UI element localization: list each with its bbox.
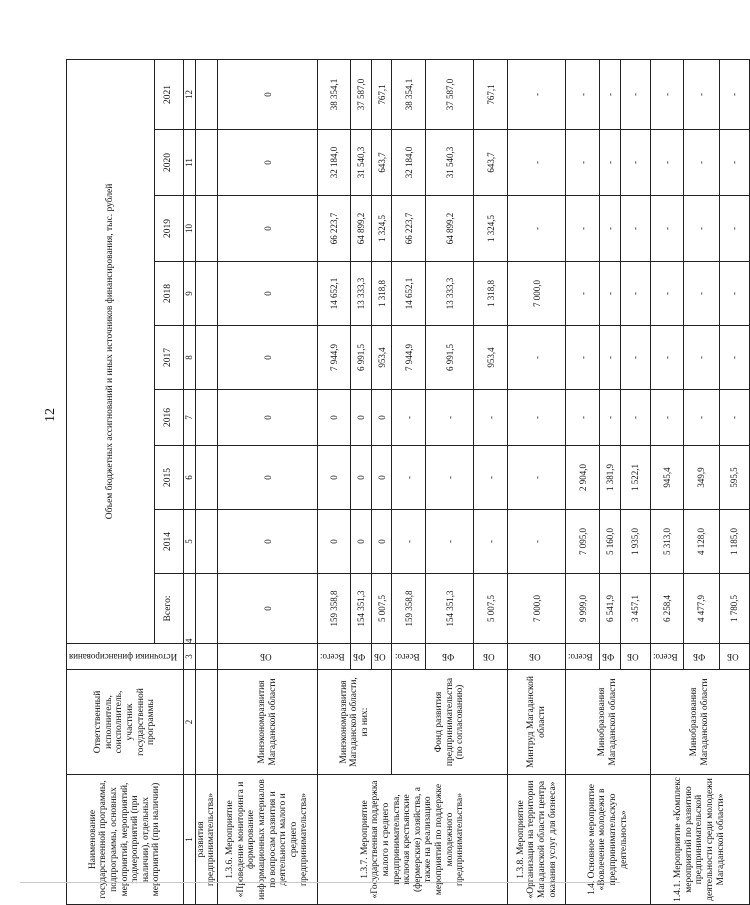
table-row-1-4 bbox=[566, 59, 599, 904]
value-cell: 7 944,9 bbox=[392, 326, 426, 390]
value-cell: 14 652,1 bbox=[318, 262, 351, 326]
value-cell: 159 358,8 bbox=[318, 574, 351, 644]
value-cell: - bbox=[620, 326, 650, 390]
value-cell: - bbox=[650, 59, 683, 129]
row-source bbox=[426, 644, 474, 670]
value-cell: - bbox=[719, 326, 749, 390]
row-source bbox=[650, 644, 683, 670]
value-cell: 1 185,0 bbox=[719, 510, 749, 574]
value-cell: - bbox=[683, 130, 719, 196]
value-cell: - bbox=[620, 130, 650, 196]
value-cell: - bbox=[474, 510, 508, 574]
source-label: Всего: bbox=[394, 651, 420, 662]
header-total: Всего: bbox=[154, 574, 183, 644]
continuation-row bbox=[195, 59, 217, 904]
header-row-top bbox=[67, 59, 155, 904]
value-cell: 5 007,5 bbox=[372, 574, 392, 644]
value-cell: - bbox=[599, 130, 620, 196]
value-cell: 1 780,5 bbox=[719, 574, 749, 644]
column-number: 9 bbox=[183, 262, 195, 326]
header-year: 2014 bbox=[154, 510, 183, 574]
value-cell: 0 bbox=[372, 510, 392, 574]
value-cell: 1 324,5 bbox=[474, 196, 508, 262]
row-source bbox=[351, 644, 372, 670]
value-cell: - bbox=[508, 446, 566, 510]
value-cell: 32 184,0 bbox=[392, 130, 426, 196]
value-cell: - bbox=[426, 510, 474, 574]
row-responsible: Минэкономразвития Магаданской области bbox=[218, 670, 318, 775]
column-number: 5 bbox=[183, 510, 195, 574]
value-cell: 1 324,5 bbox=[372, 196, 392, 262]
row-name: 1.3.8. Мероприятие «Организация на территории Магаданской области центра оказания услуг для бизнеса» bbox=[508, 775, 566, 905]
value-cell: 953,4 bbox=[474, 326, 508, 390]
header-responsible: Ответственный исполнитель, соисполнитель, участник государственной программы bbox=[67, 670, 184, 775]
value-cell: 4 128,0 bbox=[683, 510, 719, 574]
value-cell: - bbox=[566, 262, 599, 326]
value-cell: 0 bbox=[351, 446, 372, 510]
value-cell: - bbox=[620, 390, 650, 446]
row-name: 1.4. Основное мероприятие «Вовлечение молодежи в предпринимательскую деятельность» bbox=[566, 775, 650, 905]
row-source bbox=[508, 644, 566, 670]
value-cell: - bbox=[508, 326, 566, 390]
column-number: 3 bbox=[183, 644, 195, 670]
table-row-1-3-7 bbox=[318, 59, 351, 904]
value-cell: 6 541,9 bbox=[599, 574, 620, 644]
value-cell: 6 258,4 bbox=[650, 574, 683, 644]
value-cell: - bbox=[719, 59, 749, 129]
value-cell: 1 318,8 bbox=[474, 262, 508, 326]
value-cell: - bbox=[683, 59, 719, 129]
table-row-1-3-6 bbox=[218, 59, 318, 904]
column-number: 7 bbox=[183, 390, 195, 446]
value-cell: 0 bbox=[351, 510, 372, 574]
row-name: 1.3.6. Мероприятие «Проведение мониторинга и формирование информационных материалов по вопросам развития и деятельности малого и среднего предпринимательства» bbox=[218, 775, 318, 905]
value-cell: 945,4 bbox=[650, 446, 683, 510]
source-label: ФБ bbox=[601, 651, 614, 662]
value-cell: 0 bbox=[318, 446, 351, 510]
source-label: ОБ bbox=[726, 651, 739, 662]
header-year: 2018 bbox=[154, 262, 183, 326]
header-name: Наименование государственной программы, подпрограммы, основных мероприятий, мероприятий, подмероприятий (при наличии), отдельных мероприятий (при наличии) bbox=[67, 775, 184, 905]
value-cell: 5 313,0 bbox=[650, 510, 683, 574]
value-cell: - bbox=[566, 196, 599, 262]
value-cell: 1 522,1 bbox=[620, 446, 650, 510]
value-cell: - bbox=[566, 390, 599, 446]
value-cell: 0 bbox=[351, 390, 372, 446]
value-cell: 66 223,7 bbox=[392, 196, 426, 262]
rotated-table-frame bbox=[66, 60, 740, 905]
row-responsible: Минобразования Магаданской области bbox=[650, 670, 749, 775]
value-cell: - bbox=[599, 326, 620, 390]
source-label: Всего: bbox=[320, 651, 345, 662]
value-cell: 5 007,5 bbox=[474, 574, 508, 644]
row-source bbox=[599, 644, 620, 670]
value-cell: - bbox=[566, 326, 599, 390]
source-label: Всего: bbox=[568, 651, 594, 662]
row-source bbox=[372, 644, 392, 670]
header-year: 2015 bbox=[154, 446, 183, 510]
header-year: 2020 bbox=[154, 130, 183, 196]
source-label: ФБ bbox=[442, 651, 455, 662]
value-cell: 64 899,2 bbox=[426, 196, 474, 262]
value-cell: 14 652,1 bbox=[392, 262, 426, 326]
value-cell: - bbox=[566, 59, 599, 129]
value-cell: 2 904,0 bbox=[566, 446, 599, 510]
row-responsible: Фонд развития предпринимательства (по согласованию) bbox=[392, 670, 508, 775]
header-year: 2019 bbox=[154, 196, 183, 262]
value-cell: 1 935,0 bbox=[620, 510, 650, 574]
value-cell: - bbox=[719, 262, 749, 326]
source-label: ОБ bbox=[259, 651, 272, 662]
column-number: 1 bbox=[183, 775, 195, 905]
value-cell: 159 358,8 bbox=[392, 574, 426, 644]
value-cell: 37 587,0 bbox=[426, 59, 474, 129]
value-cell: 1 381,9 bbox=[599, 446, 620, 510]
value-cell: 154 351,3 bbox=[426, 574, 474, 644]
value-cell: - bbox=[620, 262, 650, 326]
column-number: 10 bbox=[183, 196, 195, 262]
value-cell: 0 bbox=[218, 262, 318, 326]
value-cell: 31 540,3 bbox=[351, 130, 372, 196]
value-cell: 9 999,0 bbox=[566, 574, 599, 644]
cont-name: развития предпринимательства» bbox=[195, 775, 217, 905]
value-cell: 0 bbox=[218, 326, 318, 390]
value-cell: 0 bbox=[218, 59, 318, 129]
source-label: ОБ bbox=[627, 651, 640, 662]
value-cell: 13 333,3 bbox=[426, 262, 474, 326]
value-cell: 7 000,0 bbox=[508, 574, 566, 644]
value-cell: - bbox=[719, 390, 749, 446]
value-cell: 32 184,0 bbox=[318, 130, 351, 196]
column-number-row bbox=[183, 59, 195, 904]
value-cell: - bbox=[650, 326, 683, 390]
value-cell: - bbox=[599, 196, 620, 262]
value-cell: - bbox=[620, 59, 650, 129]
value-cell: - bbox=[566, 130, 599, 196]
source-label: ФБ bbox=[693, 651, 706, 662]
budget-table bbox=[66, 59, 750, 905]
header-source-label: Источники финансирования bbox=[69, 651, 178, 662]
value-cell: 5 160,0 bbox=[599, 510, 620, 574]
source-label: Всего: bbox=[652, 651, 678, 662]
value-cell: - bbox=[508, 130, 566, 196]
value-cell: 0 bbox=[218, 130, 318, 196]
row-source bbox=[474, 644, 508, 670]
header-year: 2016 bbox=[154, 390, 183, 446]
value-cell: 0 bbox=[372, 446, 392, 510]
row-source bbox=[719, 644, 749, 670]
value-cell: - bbox=[719, 130, 749, 196]
value-cell: - bbox=[650, 390, 683, 446]
source-label: ОБ bbox=[529, 651, 541, 662]
value-cell: 31 540,3 bbox=[426, 130, 474, 196]
value-cell: 0 bbox=[218, 446, 318, 510]
value-cell: - bbox=[474, 446, 508, 510]
row-name: 1.4.1. Мероприятие «Комплекс мероприятий по развитию предпринимательской деятельности среди молодежи Магаданской области» bbox=[650, 775, 749, 905]
row-name: 1.3.7. Мероприятие «Государственная поддержка малого и среднего предпринимательства, включая крестьянские (фермерские) хозяйства, а также на реализацию мероприятий по поддержке молодежного предпринимательства» bbox=[318, 775, 508, 905]
value-cell: - bbox=[392, 446, 426, 510]
value-cell: 6 991,5 bbox=[351, 326, 372, 390]
value-cell: 643,7 bbox=[372, 130, 392, 196]
value-cell: - bbox=[392, 510, 426, 574]
value-cell: 37 587,0 bbox=[351, 59, 372, 129]
value-cell: 13 333,3 bbox=[351, 262, 372, 326]
value-cell: - bbox=[620, 196, 650, 262]
value-cell: 1 318,8 bbox=[372, 262, 392, 326]
header-year: 2021 bbox=[154, 59, 183, 129]
row-source bbox=[683, 644, 719, 670]
row-source bbox=[392, 644, 426, 670]
value-cell: - bbox=[650, 262, 683, 326]
value-cell: 643,7 bbox=[474, 130, 508, 196]
value-cell: 7 095,0 bbox=[566, 510, 599, 574]
value-cell: 64 899,2 bbox=[351, 196, 372, 262]
value-cell: 7 944,9 bbox=[318, 326, 351, 390]
value-cell: - bbox=[719, 196, 749, 262]
column-number: 6 bbox=[183, 446, 195, 510]
table-row-1-4-1 bbox=[650, 59, 683, 904]
value-cell: 38 354,1 bbox=[318, 59, 351, 129]
value-cell: 66 223,7 bbox=[318, 196, 351, 262]
header-year: 2017 bbox=[154, 326, 183, 390]
row-source bbox=[566, 644, 599, 670]
value-cell: - bbox=[508, 510, 566, 574]
source-label: ФБ bbox=[353, 651, 366, 662]
value-cell: 595,5 bbox=[719, 446, 749, 510]
value-cell: - bbox=[683, 262, 719, 326]
row-responsible: Минэкономразвития Магаданской области, из них: bbox=[318, 670, 392, 775]
value-cell: 0 bbox=[218, 196, 318, 262]
value-cell: 0 bbox=[372, 390, 392, 446]
value-cell: 4 477,9 bbox=[683, 574, 719, 644]
value-cell: 767,1 bbox=[372, 59, 392, 129]
value-cell: - bbox=[599, 59, 620, 129]
column-number: 8 bbox=[183, 326, 195, 390]
row-responsible: Минтруд Магаданской области bbox=[508, 670, 566, 775]
value-cell: - bbox=[426, 446, 474, 510]
column-number: 2 bbox=[183, 670, 195, 775]
column-number: 11 bbox=[183, 130, 195, 196]
value-cell: 38 354,1 bbox=[392, 59, 426, 129]
source-label: ОБ bbox=[483, 651, 495, 662]
row-source bbox=[318, 644, 351, 670]
header-source bbox=[67, 644, 184, 670]
table-row-1-3-8 bbox=[508, 59, 566, 904]
value-cell: - bbox=[426, 390, 474, 446]
value-cell: 0 bbox=[218, 510, 318, 574]
value-cell: - bbox=[508, 196, 566, 262]
value-cell: - bbox=[599, 390, 620, 446]
header-budget-group: Объем бюджетных ассигнований и иных источников финансирования, тыс. рублей bbox=[67, 59, 155, 643]
value-cell: 767,1 bbox=[474, 59, 508, 129]
value-cell: - bbox=[683, 390, 719, 446]
source-label: ОБ bbox=[374, 651, 386, 662]
row-source bbox=[620, 644, 650, 670]
value-cell: 0 bbox=[318, 510, 351, 574]
value-cell: - bbox=[474, 390, 508, 446]
page-number: 12 bbox=[43, 408, 58, 422]
page-bottom-rule bbox=[20, 882, 620, 883]
value-cell: 953,4 bbox=[372, 326, 392, 390]
value-cell: - bbox=[508, 390, 566, 446]
value-cell: 3 457,1 bbox=[620, 574, 650, 644]
value-cell: 0 bbox=[318, 390, 351, 446]
column-number: 4 bbox=[183, 574, 195, 644]
value-cell: 0 bbox=[218, 390, 318, 446]
value-cell: - bbox=[508, 59, 566, 129]
value-cell: 349,9 bbox=[683, 446, 719, 510]
value-cell: - bbox=[392, 390, 426, 446]
value-cell: 7 000,0 bbox=[508, 262, 566, 326]
column-number: 12 bbox=[183, 59, 195, 129]
value-cell: - bbox=[683, 196, 719, 262]
value-cell: - bbox=[650, 196, 683, 262]
value-cell: - bbox=[650, 130, 683, 196]
value-cell: - bbox=[599, 262, 620, 326]
value-cell: - bbox=[683, 326, 719, 390]
value-cell: 6 991,5 bbox=[426, 326, 474, 390]
row-responsible: Минобразования Магаданской области bbox=[566, 670, 650, 775]
value-cell: 0 bbox=[218, 574, 318, 644]
row-source bbox=[218, 644, 318, 670]
value-cell: 154 351,3 bbox=[351, 574, 372, 644]
